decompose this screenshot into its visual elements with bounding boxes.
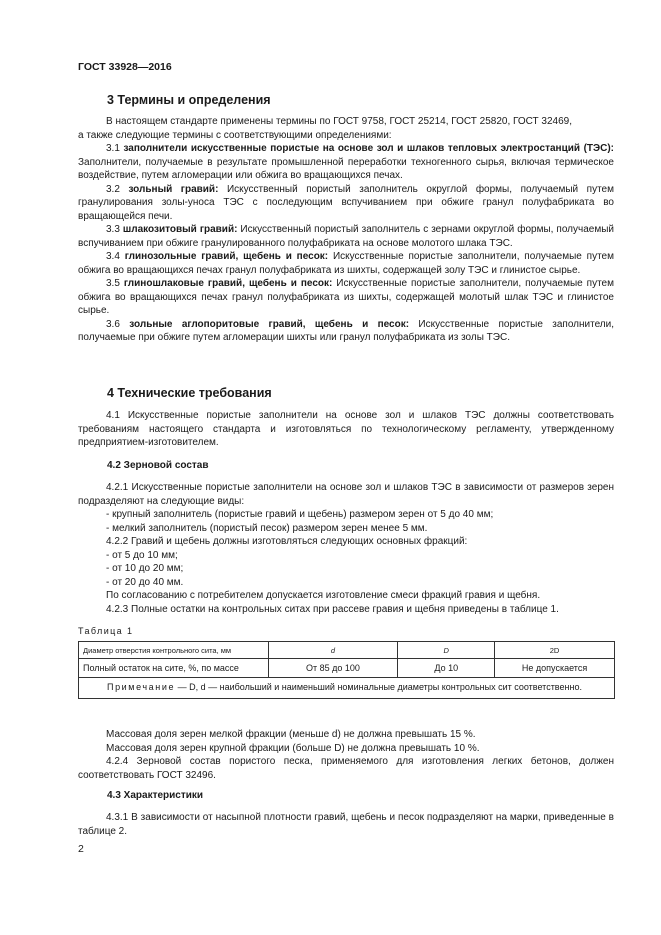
list-item: - от 20 до 40 мм. [106, 576, 184, 588]
definition-3-1: 3.1 заполнители искусственные пористые на основе зол и шлаков тепловых электростанций (ТЭС): Заполнители, получаемые в результате промышленной переработки техногенного сырья, включая термическое воздействие, путем агломерации или обжига во вращающихся печах. [78, 143, 615, 181]
p-4-2-1: 4.2.1 Искусственные пористые заполнители на основе зол и шлаков ТЭС в зависимости от размеров зерен подразделяют на следующие виды: [78, 482, 614, 507]
definition-3-3: 3.3 шлакозитовый гравий: Искусственный пористый заполнитель с зернами округлой формы, получаемый вспучиванием при обжиге гранулированного полуфабриката на основе молотого шлака ТЭС. [78, 224, 614, 249]
table-cell: Не допускается [495, 659, 615, 678]
table-row [79, 659, 615, 678]
p-fine-fraction: Массовая доля зерен мелкой фракции (меньше d) не должна превышать 15 %. [106, 729, 476, 740]
p-4-3-1: 4.3.1 В зависимости от насыпной плотности гравий, щебень и песок подразделяют на марки, приведенные в таблице 2. [78, 812, 614, 837]
section-3-body [78, 115, 614, 345]
p-mix: По согласованию с потребителем допускается изготовление смеси фракций гравия и щебня. [106, 590, 541, 601]
section-4-2-body [78, 481, 614, 616]
document-header: ГОСТ 33928—2016 [78, 61, 172, 73]
list-item: - от 10 до 20 мм; [106, 563, 184, 574]
table-cell: От 85 до 100 [268, 659, 398, 678]
list-item: - от 5 до 10 мм; [106, 549, 178, 561]
p-4-1: 4.1 Искусственные пористые заполнители на основе зол и шлаков ТЭС должны соответствовать требованиям настоящего стандарта и изготовляться по технологическому регламенту, утвержденному предприятием-изготовителем. [78, 410, 614, 448]
list-item: - крупный заполнитель (пористые гравий и щебень) размером зерен от 5 до 40 мм; [106, 509, 494, 520]
table-header-cell: d [268, 642, 398, 659]
paragraph-4-1 [78, 409, 614, 450]
section-4-2-after-table [78, 728, 614, 782]
table-cell: Полный остаток на сите, %, по массе [79, 659, 269, 678]
page-number: 2 [78, 843, 84, 855]
p-4-2-2: 4.2.2 Гравий и щебень должны изготовляться следующих основных фракций: [106, 536, 468, 547]
section-4-3-title: 4.3 Характеристики [107, 790, 204, 801]
intro-line-1: В настоящем стандарте применены термины по ГОСТ 9758, ГОСТ 25214, ГОСТ 25820, ГОСТ 32469, [106, 116, 573, 127]
table-header-row [79, 642, 615, 659]
section-3-title: 3 Термины и определения [107, 93, 271, 107]
definition-3-6: 3.6 зольные аглопоритовые гравий, щебень и песок: Искусственные пористые заполнители, получаемые при обжиге путем агломерации шихты или гранул полуфабриката из золы ТЭС. [78, 318, 615, 343]
table-header-cell: D [398, 642, 495, 659]
list-item: - мелкий заполнитель (пористый песок) размером зерен менее 5 мм. [106, 522, 428, 534]
table-note: Примечание — D, d — наибольший и наименьший номинальные диаметры контрольных сит соответственно. [79, 678, 615, 699]
p-coarse-fraction: Массовая доля зерен крупной фракции (больше D) не должна превышать 10 %. [106, 742, 480, 754]
table-header-cell: Диаметр отверстия контрольного сита, мм [79, 642, 269, 659]
p-4-2-4: 4.2.4 Зерновой состав пористого песка, применяемого для изготовления легких бетонов, должен соответствовать ГОСТ 32496. [78, 756, 614, 781]
section-4-2-title: 4.2 Зерновой состав [107, 460, 209, 471]
table-1 [78, 641, 615, 699]
table-note-row [79, 678, 615, 699]
table-header-cell: 2D [495, 642, 615, 659]
table-cell: До 10 [398, 659, 495, 678]
table-caption: Таблица 1 [78, 626, 134, 636]
definition-3-2: 3.2 зольный гравий: Искусственный пористый заполнитель округлой формы, получаемый путем гранулирования золы-уноса ТЭС с последующим вспучиванием при обжиге гранул полуфабриката во вращающейся печи. [78, 183, 614, 222]
intro-line-2: а также следующие термины с соответствующими определениями: [78, 129, 392, 141]
section-4-title: 4 Технические требования [107, 386, 272, 400]
definition-3-4: 3.4 глинозольные гравий, щебень и песок: Искусственные пористые заполнители, получаемые путем обжига во вращающихся печах гранул полуфабриката из шихты, содержащей золу ТЭС и глинистое сырье. [78, 251, 614, 276]
p-4-2-3: 4.2.3 Полные остатки на контрольных ситах при рассеве гравия и щебня приведены в таблице 1. [106, 603, 559, 615]
definition-3-5: 3.5 глиношлаковые гравий, щебень и песок: Искусственные пористые заполнители, получаемые путем обжига во вращающихся печах гранул полуфабриката из шихты, содержащей молотый шлак ТЭС и глинистое сырье. [78, 278, 614, 316]
section-4-3-body [78, 811, 614, 838]
